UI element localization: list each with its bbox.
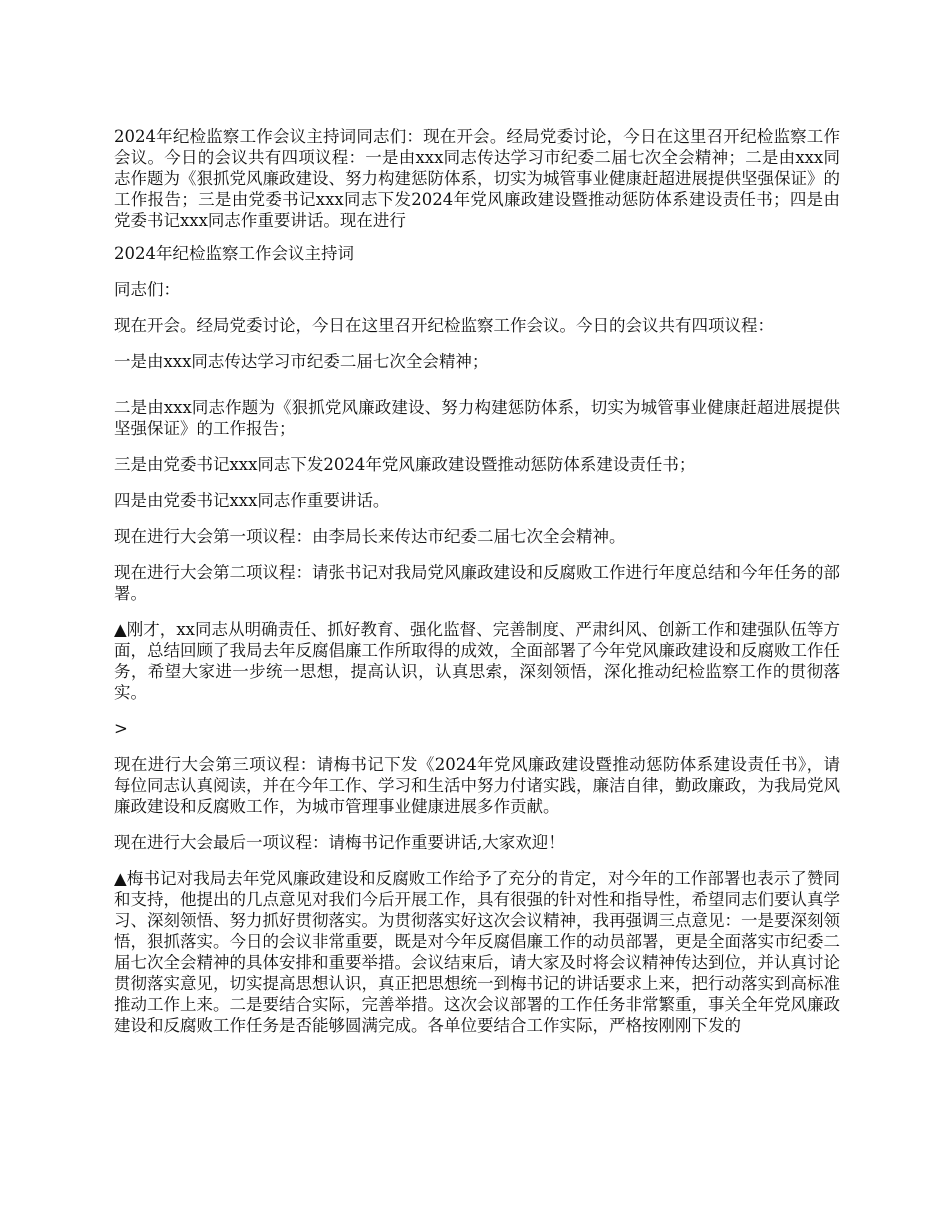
- agenda-item-4: 四是由党委书记xxx同志作重要讲话。: [114, 491, 390, 510]
- document-page: [114, 126, 840, 1051]
- salutation: 同志们：: [114, 280, 180, 299]
- agenda-item-3: 三是由党委书记xxx同志下发2024年党风廉政建设暨推动惩防体系建设责任书；: [114, 455, 696, 474]
- agenda-item-1: 一是由xxx同志传达学习市纪委二届七次全会精神；: [114, 352, 489, 371]
- closing-remarks-paragraph: ▲梅书记对我局去年党风廉政建设和反腐败工作给予了充分的肯定，对今年的工作部署也表示了赞同和支持，他提出的几点意见对我们今后开展工作，具有很强的针对性和指导性，希望同志们要认真学习、深刻领悟、努力抓好贯彻落实。为贯彻落实好这次会议精神，我再强调三点意见：一是要深刻领悟，狠抓落实。今日的会议非常重要，既是对今年反腐倡廉工作的动员部署，更是全面落实市纪委二届七次全会精神的具体安排和重要举措。会议结束后，请大家及时将会议精神传达到位，并认真讨论贯彻落实意见，切实提高思想认识，真正把思想统一到梅书记的讲话要求上来，把行动落实到高标准推动工作上来。二是要结合实际，完善举措。这次会议部署的工作任务非常繁重，事关全年党风廉政建设和反腐败工作任务是否能够圆满完成。各单位要结合工作实际，严格按刚刚下发的: [114, 869, 840, 1035]
- marker-line: >: [114, 719, 128, 738]
- summary-paragraph: ▲刚才，xx同志从明确责任、抓好教育、强化监督、完善制度、严肃纠风、创新工作和建强队伍等方面，总结回顾了我局去年反腐倡廉工作所取得的成效，全面部署了今年党风廉政建设和反腐败工作任务，希望大家进一步统一思想，提高认识，认真思索，深刻领悟，深化推动纪检监察工作的贯彻落实。: [114, 620, 840, 702]
- intro-paragraph: 2024年纪检监察工作会议主持词同志们：现在开会。经局党委讨论，今日在这里召开纪检监察工作会议。今日的会议共有四项议程：一是由xxx同志传达学习市纪委二届七次全会精神；二是由xxx同志作题为《狠抓党风廉政建设、努力构建惩防体系，切实为城管事业健康赶超进展提供坚强保证》的工作报告；三是由党委书记xxx同志下发2024年党风廉政建设暨推动惩防体系建设责任书；四是由党委书记xxx同志作重要讲话。现在进行: [114, 127, 840, 230]
- session-2-paragraph: 现在进行大会第二项议程：请张书记对我局党风廉政建设和反腐败工作进行年度总结和今年任务的部署。: [114, 563, 840, 603]
- session-final-paragraph: 现在进行大会最后一项议程：请梅书记作重要讲话,大家欢迎！: [114, 833, 565, 852]
- opening-paragraph: 现在开会。经局党委讨论，今日在这里召开纪检监察工作会议。今日的会议共有四项议程：: [114, 316, 774, 335]
- session-3-paragraph: 现在进行大会第三项议程：请梅书记下发《2024年党风廉政建设暨推动惩防体系建设责任书》，请每位同志认真阅读，并在今年工作、学习和生活中努力付诸实践，廉洁自律，勤政廉政，为我局党风廉政建设和反腐败工作，为城市管理事业健康进展多作贡献。: [114, 755, 840, 816]
- document-title: 2024年纪检监察工作会议主持词: [114, 244, 354, 263]
- session-1-paragraph: 现在进行大会第一项议程：由李局长来传达市纪委二届七次全会精神。: [114, 527, 626, 546]
- agenda-item-2: 二是由xxx同志作题为《狠抓党风廉政建设、努力构建惩防体系，切实为城管事业健康赶超进展提供坚强保证》的工作报告；: [114, 398, 840, 438]
